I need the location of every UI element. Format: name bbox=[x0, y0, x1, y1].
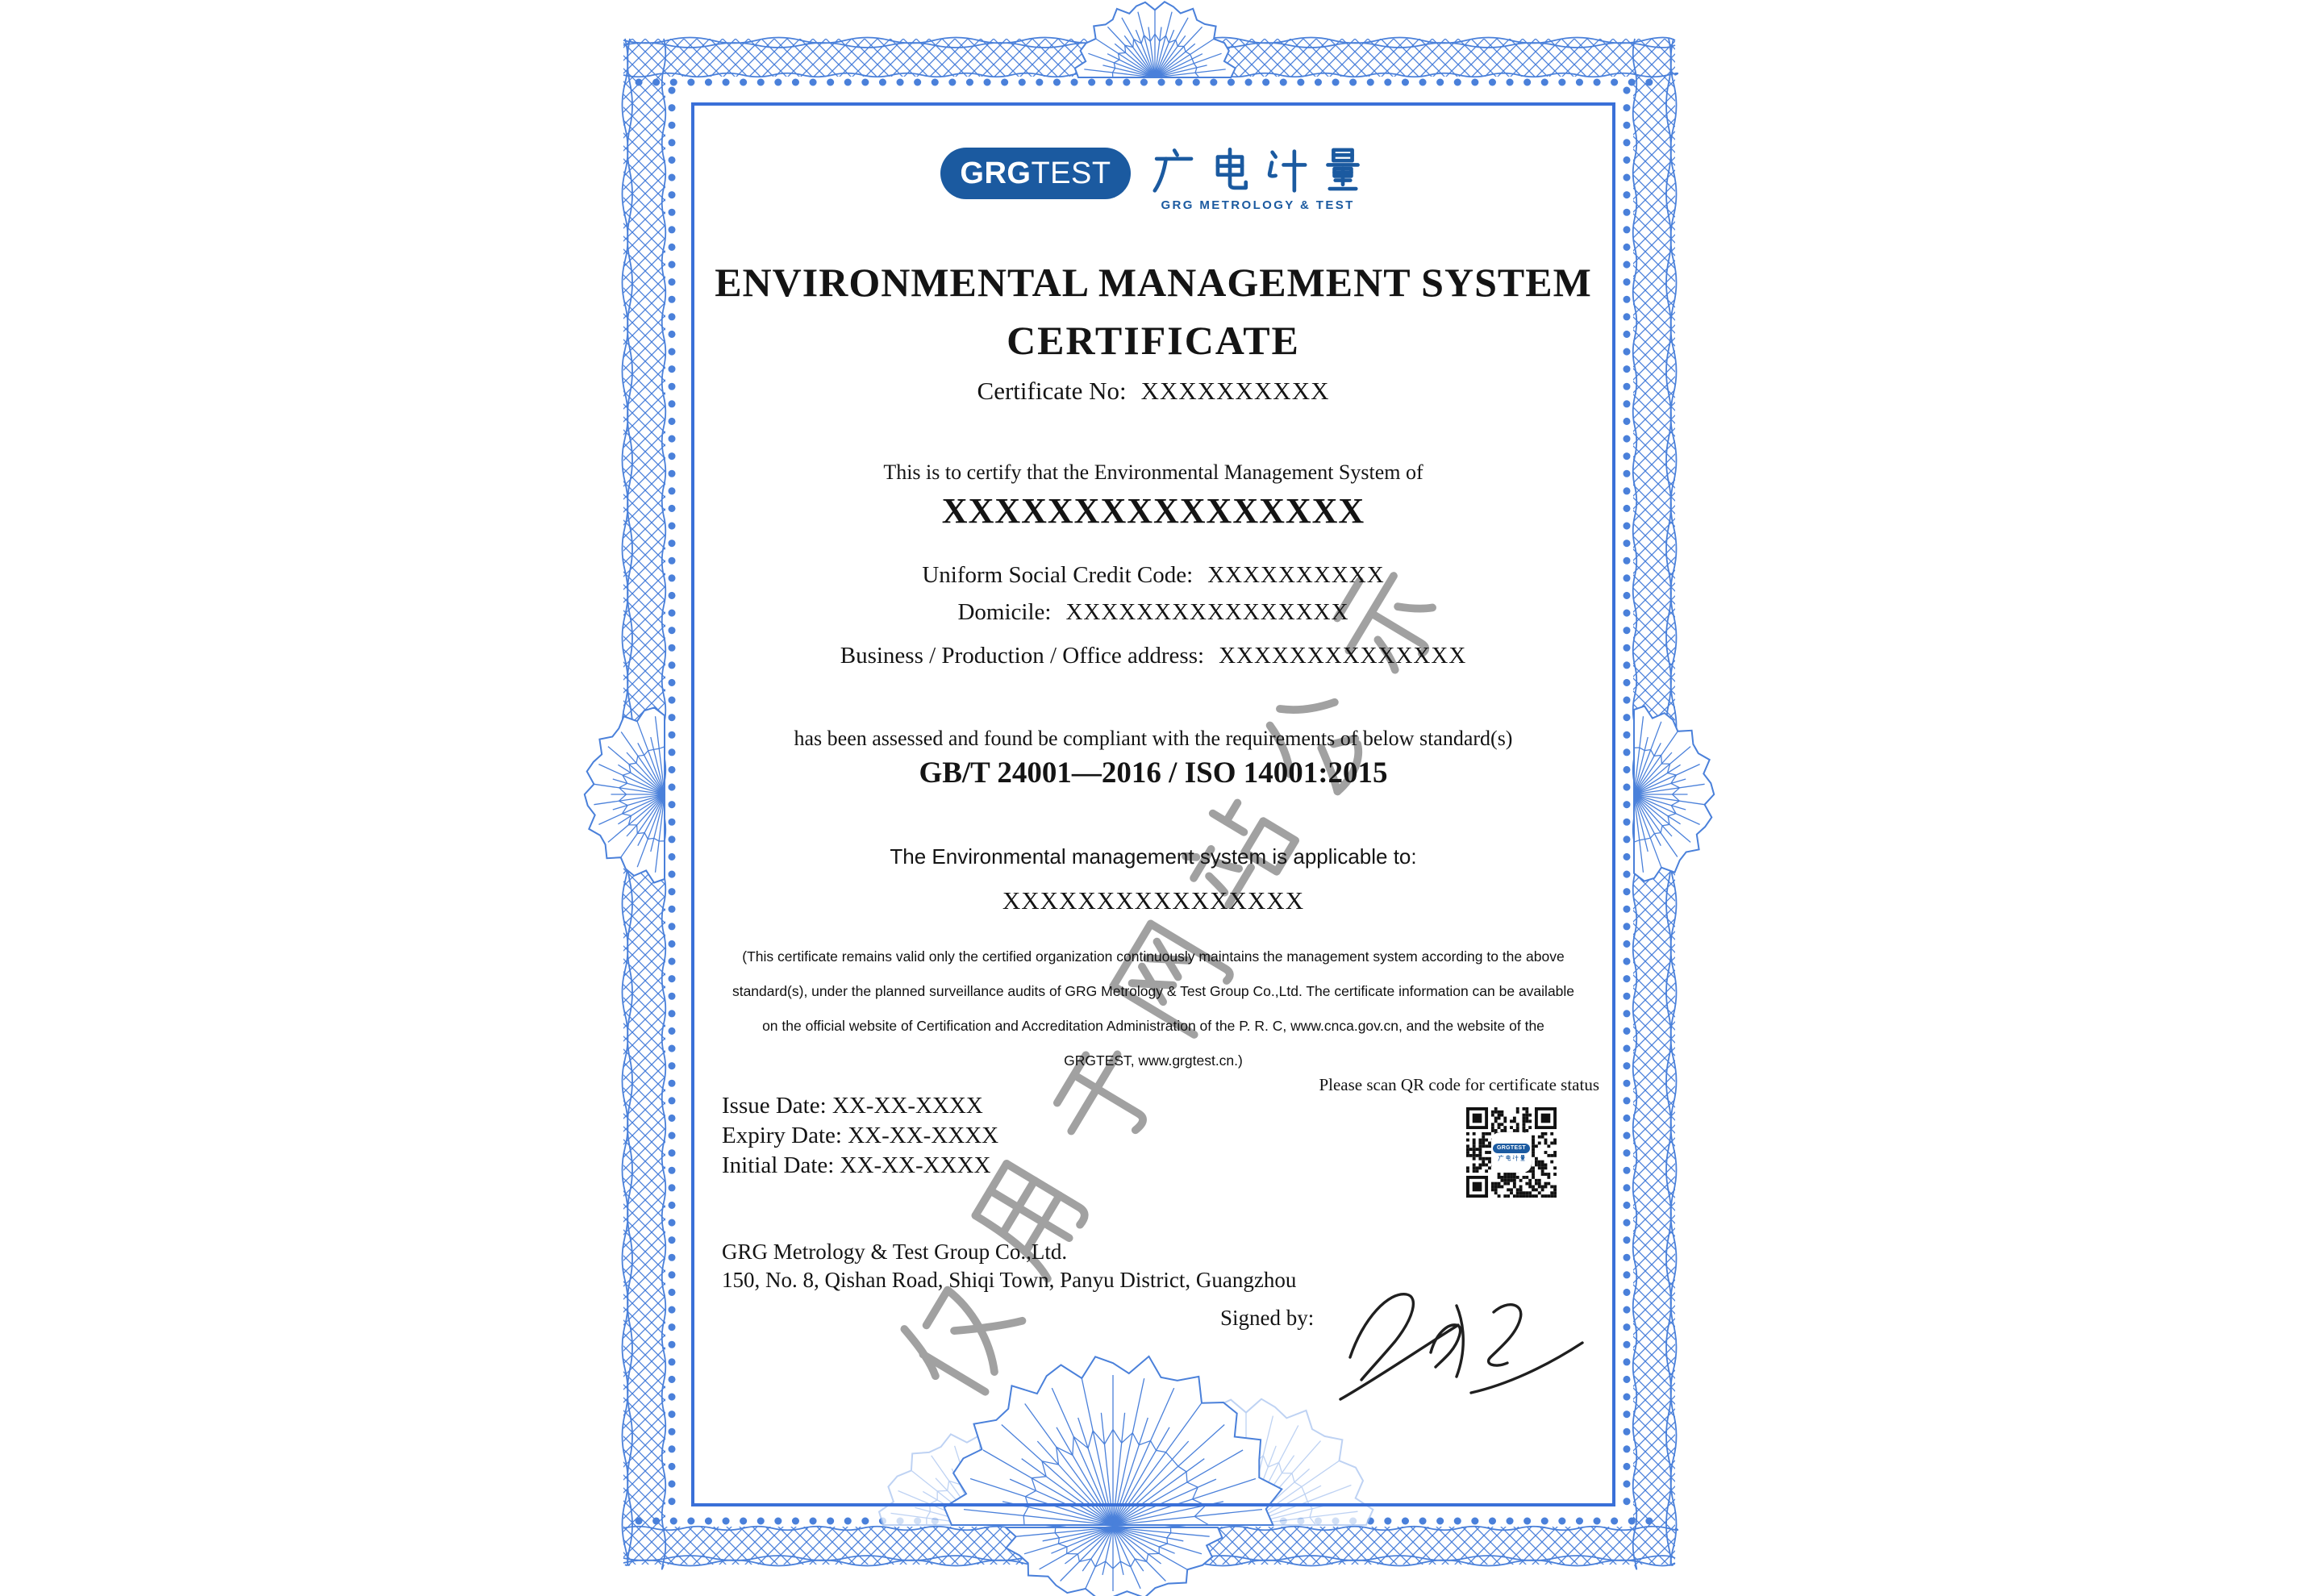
disclaimer-line-4: GRGTEST, www.grgtest.cn.) bbox=[1064, 1052, 1243, 1069]
qr-badge-cn bbox=[1498, 1155, 1526, 1161]
qr-center-badge bbox=[1493, 1134, 1530, 1171]
cn-glyph bbox=[1519, 1155, 1526, 1161]
issue-date: Issue Date: XX-XX-XXXX bbox=[722, 1093, 983, 1119]
certify-line: This is to certify that the Environmental Management System of bbox=[883, 460, 1423, 484]
qr-caption: Please scan QR code for certificate status bbox=[1319, 1075, 1599, 1094]
uscc-label: Uniform Social Credit Code: bbox=[922, 562, 1194, 588]
logo-cn-block bbox=[1150, 148, 1366, 212]
office-address-label: Business / Production / Office address: bbox=[840, 643, 1205, 669]
logo-caption: GRG METROLOGY & TEST bbox=[1161, 198, 1355, 212]
cn-glyph bbox=[1150, 148, 1197, 194]
uscc-line bbox=[694, 562, 1612, 589]
disclaimer bbox=[694, 940, 1612, 1078]
initial-date: Initial Date: XX-XX-XXXX bbox=[722, 1152, 991, 1178]
domicile-value: XXXXXXXXXXXXXXXX bbox=[1065, 599, 1349, 625]
standards-line: GB/T 24001—2016 / ISO 14001:2015 bbox=[919, 756, 1388, 790]
issuer-address: 150, No. 8, Qishan Road, Shiqi Town, Panyu District, Guangzhou bbox=[722, 1268, 1297, 1292]
qr-badge-label: GRGTEST bbox=[1493, 1144, 1530, 1153]
logo bbox=[694, 148, 1612, 212]
signature bbox=[1336, 1277, 1602, 1430]
applicable-line: The Environmental management system is applicable to: bbox=[890, 844, 1417, 869]
domicile-label: Domicile: bbox=[957, 599, 1052, 625]
disclaimer-line-3: on the official website of Certification and Accreditation Administration of the P. R. C, www.cnca.gov.cn, and the website of the bbox=[762, 1018, 1544, 1034]
certificate-no-label: Certificate No: bbox=[977, 377, 1127, 405]
cn-glyph bbox=[1512, 1155, 1519, 1161]
cn-glyph bbox=[1207, 148, 1253, 194]
applicable-value: XXXXXXXXXXXXXXXX bbox=[1002, 886, 1305, 915]
cn-glyph bbox=[1498, 1155, 1504, 1161]
certificate-body bbox=[691, 102, 1615, 1506]
issuer-company: GRG Metrology & Test Group Co.,Ltd. bbox=[722, 1240, 1068, 1264]
cn-glyph bbox=[1505, 1155, 1511, 1161]
assessed-line: has been assessed and found be compliant with the requirements of below standard(s) bbox=[794, 727, 1513, 750]
title-line2: CERTIFICATE bbox=[1007, 318, 1300, 363]
logo-cn-name bbox=[1150, 148, 1366, 194]
signed-by-label: Signed by: bbox=[1220, 1306, 1315, 1330]
expiry-date: Expiry Date: XX-XX-XXXX bbox=[722, 1123, 999, 1148]
logo-badge bbox=[940, 148, 1130, 199]
logo-badge-bold: GRG bbox=[960, 156, 1032, 190]
logo-badge-light: TEST bbox=[1031, 156, 1111, 190]
qr-code bbox=[1466, 1107, 1557, 1198]
office-address-line bbox=[694, 643, 1612, 669]
domicile-line bbox=[694, 599, 1612, 626]
cn-glyph bbox=[1263, 148, 1310, 194]
certificate-no bbox=[694, 377, 1612, 406]
office-address-value: XXXXXXXXXXXXXX bbox=[1219, 643, 1467, 669]
cn-glyph bbox=[1319, 148, 1366, 194]
disclaimer-line-1: (This certificate remains valid only the certified organization continuously maintains the management system according to the above bbox=[742, 948, 1565, 965]
title-line1: ENVIRONMENTAL MANAGEMENT SYSTEM bbox=[715, 260, 1592, 305]
disclaimer-line-2: standard(s), under the planned surveillance audits of GRG Metrology & Test Group Co.,Ltd. The certificate information can be available bbox=[732, 983, 1575, 999]
organization-name: XXXXXXXXXXXXXXXX bbox=[941, 491, 1365, 531]
uscc-value: XXXXXXXXXX bbox=[1207, 562, 1385, 588]
dates-block bbox=[722, 1091, 998, 1181]
certificate-no-value: XXXXXXXXXX bbox=[1140, 377, 1330, 405]
